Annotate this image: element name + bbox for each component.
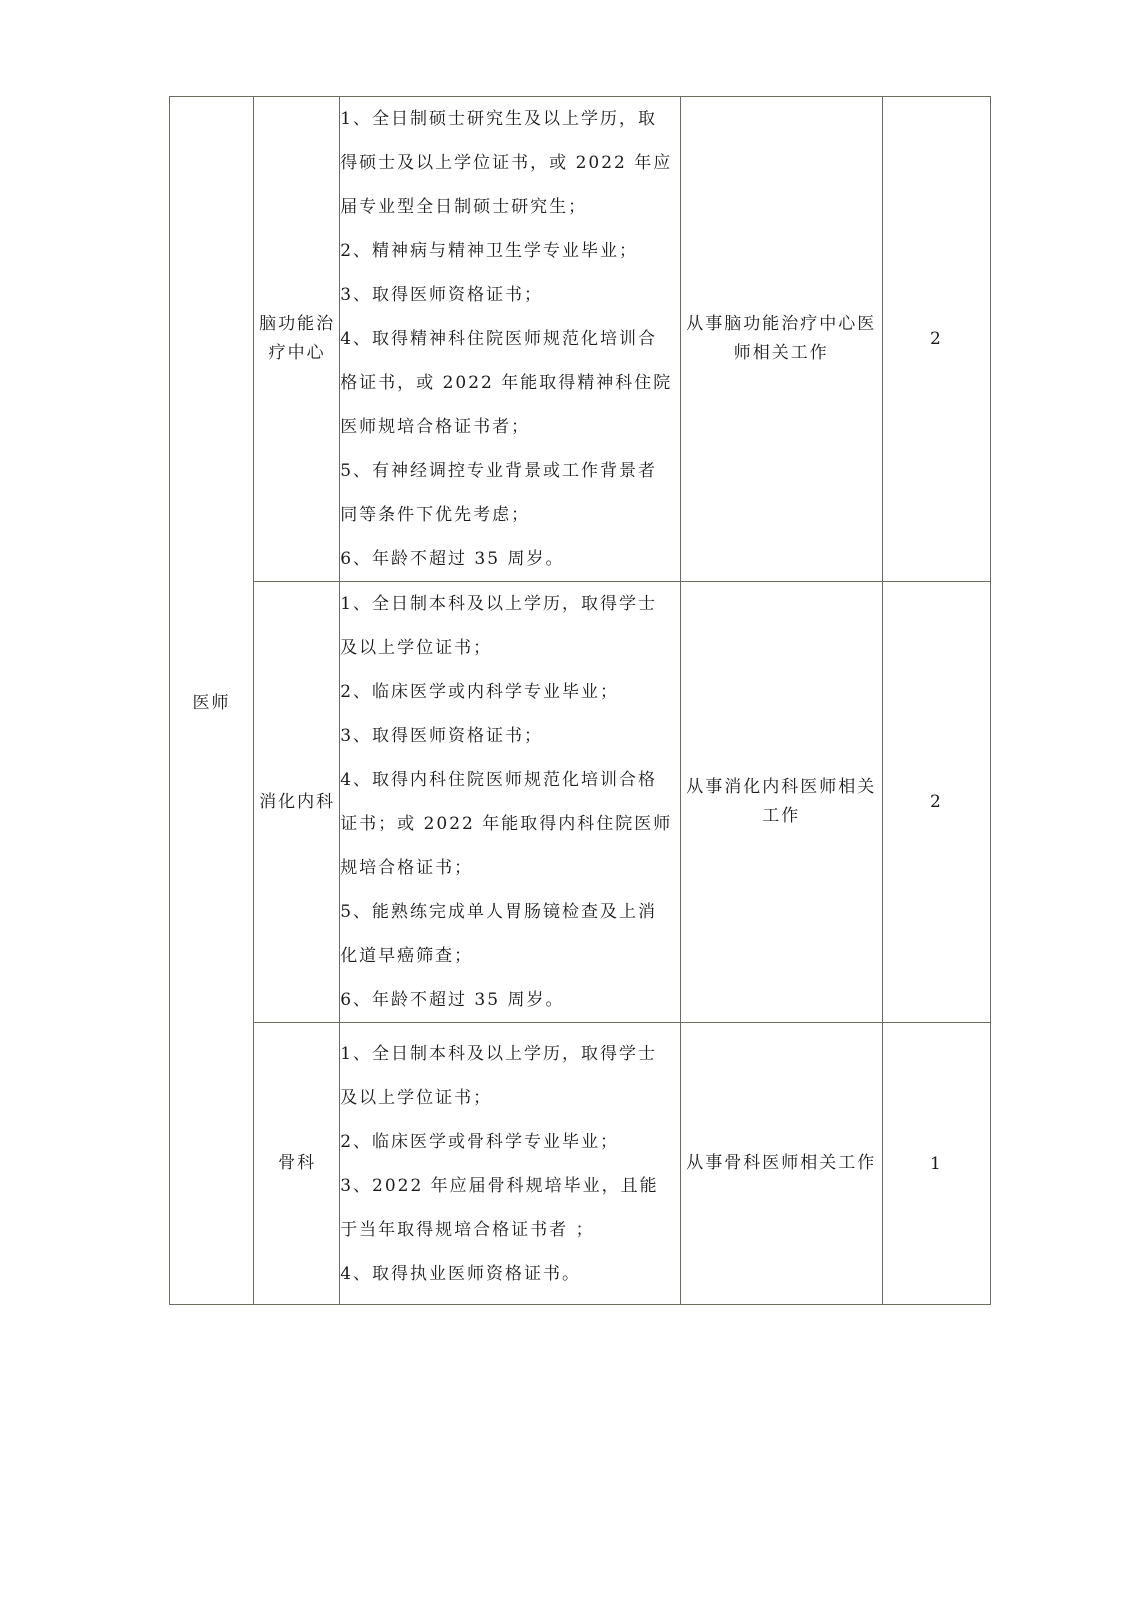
duty-text: 从事脑功能治疗中心医师相关工作 (686, 314, 877, 363)
requirement-line: 同等条件下优先考虑； (340, 505, 531, 525)
requirement-line: 1、全日制本科及以上学历，取得学士 (340, 594, 658, 614)
requirement-line: 6、年龄不超过 35 周岁。 (340, 549, 565, 569)
requirement-line: 4、取得执业医师资格证书。 (340, 1263, 582, 1284)
department-cell (254, 97, 340, 582)
requirement-line: 得硕士及以上学位证书，或 2022 年应 (340, 153, 673, 173)
department-label: 骨科 (278, 1153, 317, 1173)
department-label: 消化内科 (259, 791, 336, 812)
requirements-cell (340, 1023, 680, 1305)
requirement-line: 届专业型全日制硕士研究生； (340, 197, 588, 217)
requirement-line: 3、取得医师资格证书； (340, 285, 544, 305)
requirement-line: 3、2022 年应届骨科规培毕业，且能 (340, 1175, 659, 1196)
requirement-line: 5、能熟练完成单人胃肠镜检查及上消 (340, 902, 658, 922)
department-cell (254, 1023, 340, 1305)
duty-cell (680, 97, 882, 582)
requirement-line: 4、取得内科住院医师规范化培训合格 (340, 770, 658, 790)
count-cell (882, 1023, 990, 1305)
table-row (170, 1023, 991, 1305)
position-cell (170, 97, 254, 1305)
headcount: 2 (930, 792, 943, 812)
requirement-line: 5、有神经调控专业背景或工作背景者 (340, 461, 658, 481)
department-cell (254, 582, 340, 1023)
requirement-line: 化道早癌筛查； (340, 946, 474, 966)
requirement-line: 及以上学位证书； (340, 638, 493, 658)
requirement-line: 2、临床医学或内科学专业毕业； (340, 682, 620, 702)
duty-cell (680, 1023, 882, 1305)
requirement-line: 4、取得精神科住院医师规范化培训合 (340, 329, 658, 349)
headcount: 1 (930, 1153, 943, 1174)
requirement-line: 及以上学位证书； (340, 1087, 493, 1108)
requirement-line: 于当年取得规培合格证书者 ； (340, 1219, 595, 1240)
requirement-line: 6、年龄不超过 35 周岁。 (340, 990, 565, 1010)
requirements-cell (340, 97, 680, 582)
recruitment-table (169, 96, 991, 1305)
requirements-cell (340, 582, 680, 1023)
requirement-line: 规培合格证书； (340, 858, 474, 878)
headcount: 2 (930, 329, 943, 349)
duty-text: 从事骨科医师相关工作 (686, 1153, 877, 1173)
table-row (170, 97, 991, 582)
requirement-line: 证书；或 2022 年能取得内科住院医师 (340, 814, 673, 834)
requirement-line: 1、全日制硕士研究生及以上学历，取 (340, 109, 658, 129)
duty-text: 从事消化内科医师相关工作 (686, 777, 877, 826)
requirement-line: 3、取得医师资格证书； (340, 726, 544, 746)
requirement-line: 2、精神病与精神卫生学专业毕业； (340, 241, 639, 261)
position-label: 医师 (192, 693, 231, 713)
table-row (170, 582, 991, 1023)
duty-cell (680, 582, 882, 1023)
requirement-line: 2、临床医学或骨科学专业毕业； (340, 1131, 620, 1152)
count-cell (882, 582, 990, 1023)
requirement-line: 医师规培合格证书者； (340, 417, 531, 437)
count-cell (882, 97, 990, 582)
requirement-line: 1、全日制本科及以上学历，取得学士 (340, 1043, 658, 1064)
department-label: 脑功能治疗中心 (259, 314, 336, 363)
requirement-line: 格证书，或 2022 年能取得精神科住院 (340, 373, 673, 393)
